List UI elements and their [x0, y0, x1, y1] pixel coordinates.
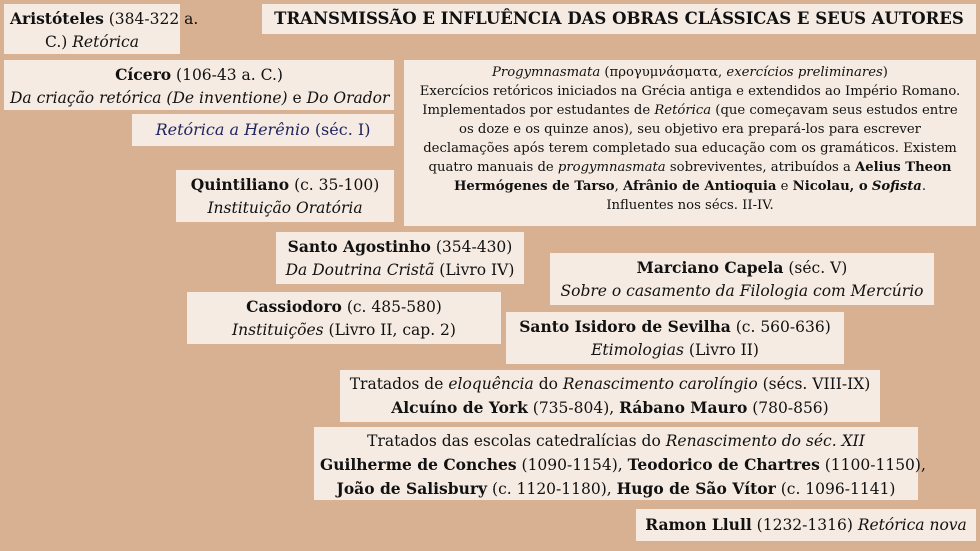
- prog-author-nicolau: Nicolau, o: [792, 179, 868, 194]
- prog-line-2b: Retórica: [654, 103, 712, 118]
- author-dates: (1090-1154),: [521, 456, 623, 474]
- work-title: Da criação retórica (: [10, 89, 173, 107]
- work-title: Instituições: [232, 321, 324, 339]
- prog-author-afranio: Afrânio de Antioquia: [622, 179, 777, 194]
- agostinho-box: [276, 232, 524, 284]
- carolingio-period: Renascimento carolíngio: [562, 375, 758, 393]
- work-title: Retórica: [72, 33, 139, 51]
- author-name: Santo Isidoro de Sevilha: [519, 317, 731, 336]
- author-name: Hugo de São Vítor: [616, 479, 776, 498]
- author-dates: (c. 1096-1141): [780, 480, 896, 498]
- work-part: (Livro II, cap. 2): [328, 321, 456, 339]
- author-name: Cassiodoro: [246, 297, 342, 316]
- author-name: Marciano Capela: [636, 258, 784, 277]
- isidoro-box: [506, 312, 844, 364]
- prog-line-2c: (que começavam seus estudos entre: [715, 103, 958, 118]
- herenio-box: [132, 114, 394, 146]
- prog-author-theon: Aelius Theon: [855, 160, 952, 175]
- author-dates: (1232-1316): [756, 516, 853, 534]
- author-dates: (780-856): [752, 399, 829, 417]
- prog-line-5c: sobreviventes, atribuídos a: [669, 160, 851, 175]
- prog-author-sofista: Sofista: [871, 179, 922, 194]
- prog-line-5b: progymnasmata: [557, 160, 666, 175]
- carolingio-text: do: [538, 375, 558, 393]
- prog-line-3: os doze e os quinze anos), seu objetivo era prepará-los para escrever: [459, 122, 921, 137]
- conjunction: e: [780, 179, 789, 194]
- author-name: Alcuíno de York: [391, 398, 528, 417]
- work-title-latin: De inventione: [172, 89, 282, 107]
- author-dates: (1100-1150),: [824, 456, 926, 474]
- prog-title: Progymnasmata: [492, 65, 601, 80]
- page-title: TRANSMISSÃO E INFLUÊNCIA DAS OBRAS CLÁSSICAS E SEUS AUTORES: [262, 4, 976, 34]
- capela-box: [550, 253, 934, 305]
- carolingio-eloquencia: eloquência: [448, 375, 534, 393]
- work-title: Da Doutrina Cristã: [285, 261, 435, 279]
- work-part: (Livro II): [688, 341, 759, 359]
- cicero-box: [4, 60, 394, 110]
- work-title: Etimologias: [591, 341, 684, 359]
- author-name: Cícero: [115, 65, 172, 84]
- author-name: Ramon Llull: [645, 515, 752, 534]
- author-name: Rábano Mauro: [619, 398, 748, 417]
- author-name: Quintiliano: [190, 175, 290, 194]
- work-title: Do Orador: [306, 89, 390, 107]
- author-name: Santo Agostinho: [287, 237, 431, 256]
- quintiliano-box: [176, 170, 394, 222]
- prog-line-7: Influentes nos sécs. II-IV.: [606, 198, 774, 213]
- carolingio-dates: (sécs. VIII-IX): [762, 375, 871, 393]
- prog-line-5a: quatro manuais de: [428, 160, 554, 175]
- conjunction: e: [292, 89, 302, 107]
- work-title: Sobre o casamento da Filologia com Mercúrio: [560, 282, 924, 300]
- author-dates: (c. 1120-1180),: [492, 480, 612, 498]
- author-dates: (735-804),: [532, 399, 615, 417]
- prog-line-2a: Implementados por estudantes de: [422, 103, 651, 118]
- prog-greek: (προγυμνάσματα,: [604, 65, 723, 80]
- aristoteles-box: [4, 4, 199, 54]
- catedralicias-box: [314, 427, 926, 500]
- cassiodoro-box: [187, 292, 501, 344]
- author-dates: (384-322 a.: [108, 10, 199, 28]
- work-part: (Livro IV): [439, 261, 515, 279]
- prog-line-1: Exercícios retóricos iniciados na Grécia antiga e extendidos ao Império Romano.: [419, 84, 961, 99]
- work-title-close: ): [281, 89, 288, 107]
- catedralicias-text: Tratados das escolas catedralícias do: [367, 432, 661, 450]
- author-name: Guilherme de Conches: [320, 455, 517, 474]
- author-dates: (séc. V): [788, 259, 848, 277]
- author-dates: (c. 485-580): [346, 298, 442, 316]
- author-name: João de Salisbury: [336, 479, 488, 498]
- work-dates: (séc. I): [314, 120, 371, 139]
- catedralicias-period: Renascimento do séc. XII: [665, 432, 865, 450]
- author-dates: (c. 35-100): [294, 176, 380, 194]
- work-title: Retórica a Herênio: [155, 120, 310, 139]
- author-name: Aristóteles: [10, 9, 104, 28]
- prog-gloss: exercícios preliminares: [726, 65, 883, 80]
- llull-box: [636, 509, 976, 541]
- carolingio-text: Tratados de: [349, 375, 444, 393]
- work-title: Retórica nova: [857, 516, 967, 534]
- author-dates: (354-430): [435, 238, 513, 256]
- author-dates: (c. 560-636): [735, 318, 831, 336]
- carolingio-box: [340, 370, 880, 422]
- progymnasmata-box: Progymnasmata (προγυμνάσματα, exercícios preliminares) Exercícios retóricos iniciados na Grécia antiga e extendidos ao Império Romano. Implementados por estudantes de Retórica (que começavam seus estudos entre os doze e os quinze anos), seu objetivo era prepará-los para escrever declamações após terem completado sua educação com os gramáticos. Existem quatro manuais de progymnasmata sobreviventes, atribuídos a Aelius Theon Hermógenes de Tarso, Afrânio de Antioquia e Nicolau, o Sofista. Influentes nos sécs. II-IV.: [404, 60, 976, 226]
- author-name: Teodorico de Chartres: [627, 455, 820, 474]
- prog-close: ): [882, 65, 888, 80]
- work-title: Instituição Oratória: [207, 199, 363, 217]
- author-dates-cont: C.): [45, 33, 68, 51]
- prog-author-hermogenes: Hermógenes de Tarso: [453, 179, 615, 194]
- author-dates: (106-43 a. C.): [176, 66, 283, 84]
- prog-line-4: declamações após terem completado sua educação com os gramáticos. Existem: [423, 141, 957, 156]
